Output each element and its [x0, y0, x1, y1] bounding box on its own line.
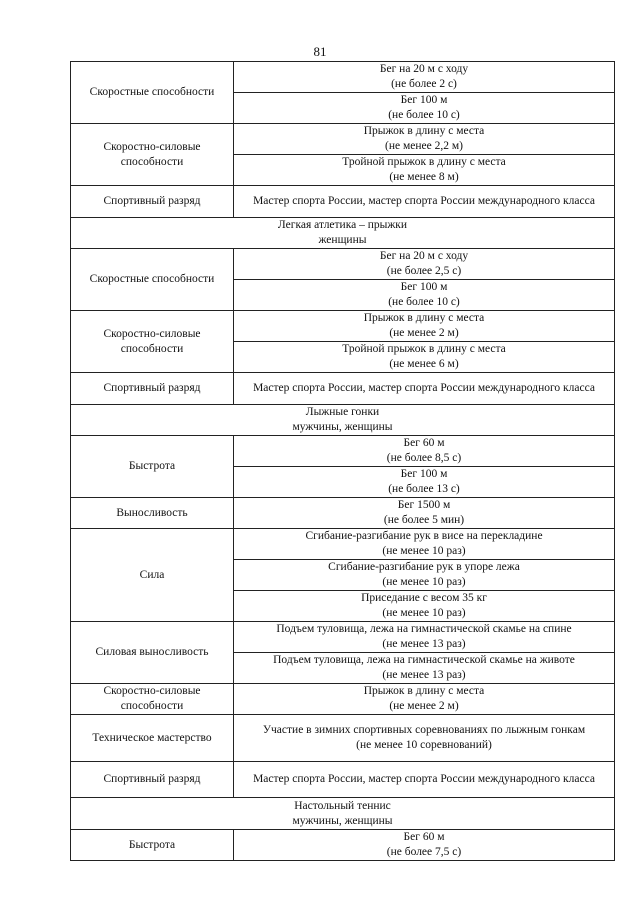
section-subtitle: мужчины, женщины: [292, 814, 393, 827]
quality-cell: Скоростно-силовые способности: [71, 124, 234, 186]
test-name: Бег на 20 м с ходу: [379, 250, 469, 262]
test-cell: [234, 653, 615, 684]
section-subtitle: женщины: [318, 234, 367, 246]
table-row: [71, 186, 615, 218]
test-cell: [234, 249, 615, 280]
test-name: Прыжок в длину с места: [363, 125, 485, 137]
quality-cell: Быстрота: [71, 830, 234, 861]
quality-cell: Быстрота: [71, 436, 234, 498]
quality-cell: Силовая выносливость: [71, 622, 234, 684]
test-norm: (не менее 10 раз): [382, 607, 466, 619]
table-row: [71, 498, 615, 529]
test-norm: (не менее 2,2 м): [385, 140, 463, 152]
test-name: Участие в зимних спортивных соревнованиях по лыжным гонкам: [262, 724, 586, 736]
quality-cell: Техническое мастерство: [71, 715, 234, 762]
test-name: Бег 100 м: [400, 468, 448, 480]
table-row: [71, 529, 615, 560]
test-name: Сгибание-разгибание рук в упоре лежа: [328, 561, 520, 573]
quality-cell: Скоростные способности: [71, 62, 234, 124]
test-norm: (не менее 2 м): [389, 327, 459, 339]
test-cell: [234, 591, 615, 622]
page-number: 81: [313, 44, 327, 59]
section-row: [71, 405, 615, 436]
test-name: Бег на 20 м с ходу: [379, 63, 469, 75]
quality-cell: Выносливость: [71, 498, 234, 529]
table-row: [71, 830, 615, 861]
quality-cell: Спортивный разряд: [71, 186, 234, 218]
test-name: Бег 1500 м: [397, 499, 451, 511]
test-cell: [234, 529, 615, 560]
section-heading: [71, 798, 615, 830]
test-cell: [234, 124, 615, 155]
test-cell: [234, 560, 615, 591]
section-subtitle: мужчины, женщины: [292, 421, 393, 433]
test-norm: (не более 7,5 с): [386, 846, 462, 858]
rank-cell: Мастер спорта России, мастер спорта России международного класса: [234, 373, 615, 405]
section-title: Настольный теннис: [294, 799, 391, 812]
test-name: Тройной прыжок в длину с места: [342, 343, 506, 355]
table-row: [71, 684, 615, 715]
test-norm: (не более 13 с): [388, 483, 460, 495]
test-name: Прыжок в длину с места: [363, 685, 485, 697]
test-norm: (не более 5 мин): [383, 514, 465, 526]
test-cell: [234, 62, 615, 93]
test-norm: (не более 2 с): [391, 78, 457, 90]
test-name: Бег 100 м: [400, 94, 448, 106]
table-row: [71, 373, 615, 405]
test-norm: (не менее 8 м): [389, 171, 459, 183]
test-norm: (не менее 10 раз): [382, 576, 466, 588]
section-heading: [71, 405, 615, 436]
quality-cell: Сила: [71, 529, 234, 622]
test-norm: (не менее 13 раз): [382, 669, 466, 681]
test-name: Подъем туловища, лежа на гимнастической скамье на животе: [273, 654, 575, 666]
test-cell: [234, 467, 615, 498]
table-row: [71, 311, 615, 342]
test-cell: [234, 93, 615, 124]
test-cell: [234, 155, 615, 186]
rank-cell: Мастер спорта России, мастер спорта России международного класса: [234, 762, 615, 798]
test-cell: [234, 498, 615, 529]
test-norm: (не менее 6 м): [389, 358, 459, 370]
quality-cell: Спортивный разряд: [71, 762, 234, 798]
section-row: [71, 218, 615, 249]
test-name: Бег 60 м: [403, 437, 445, 449]
table-row: [71, 62, 615, 93]
table-row: [71, 622, 615, 653]
standards-table: [70, 61, 615, 861]
test-norm: (не более 10 с): [388, 296, 460, 308]
test-cell: [234, 311, 615, 342]
test-norm: (не менее 13 раз): [382, 638, 466, 650]
rank-cell: Мастер спорта России, мастер спорта России международного класса: [234, 186, 615, 218]
quality-cell: Скоростно-силовые способности: [71, 684, 234, 715]
section-title: Легкая атлетика – прыжки: [277, 219, 408, 231]
quality-cell: Спортивный разряд: [71, 373, 234, 405]
test-name: Прыжок в длину с места: [363, 312, 485, 324]
test-name: Подъем туловища, лежа на гимнастической скамье на спине: [276, 623, 572, 635]
section-row: [71, 798, 615, 830]
section-heading: [71, 218, 615, 249]
test-norm: (не более 8,5 с): [386, 452, 462, 464]
table-row: [71, 762, 615, 798]
test-cell: [234, 684, 615, 715]
test-name: Бег 60 м: [403, 831, 445, 843]
table-row: [71, 249, 615, 280]
test-norm: (не более 10 с): [388, 109, 460, 121]
test-name: Тройной прыжок в длину с места: [342, 156, 506, 168]
test-norm: (не менее 10 соревнований): [356, 739, 492, 751]
test-norm: (не менее 10 раз): [382, 545, 466, 557]
test-name: Приседание с весом 35 кг: [361, 592, 487, 604]
test-norm: (не более 2,5 с): [386, 265, 462, 277]
test-cell: [234, 830, 615, 861]
test-name: Бег 100 м: [400, 281, 448, 293]
quality-cell: Скоростные способности: [71, 249, 234, 311]
test-norm: (не менее 2 м): [389, 700, 459, 712]
test-cell: [234, 715, 615, 762]
quality-cell: Скоростно-силовые способности: [71, 311, 234, 373]
section-title: Лыжные гонки: [305, 406, 380, 418]
table-row: [71, 124, 615, 155]
test-cell: [234, 622, 615, 653]
test-cell: [234, 280, 615, 311]
test-name: Сгибание-разгибание рук в висе на перекладине: [305, 530, 543, 542]
test-cell: [234, 436, 615, 467]
table-row: [71, 715, 615, 762]
table-row: [71, 436, 615, 467]
test-cell: [234, 342, 615, 373]
